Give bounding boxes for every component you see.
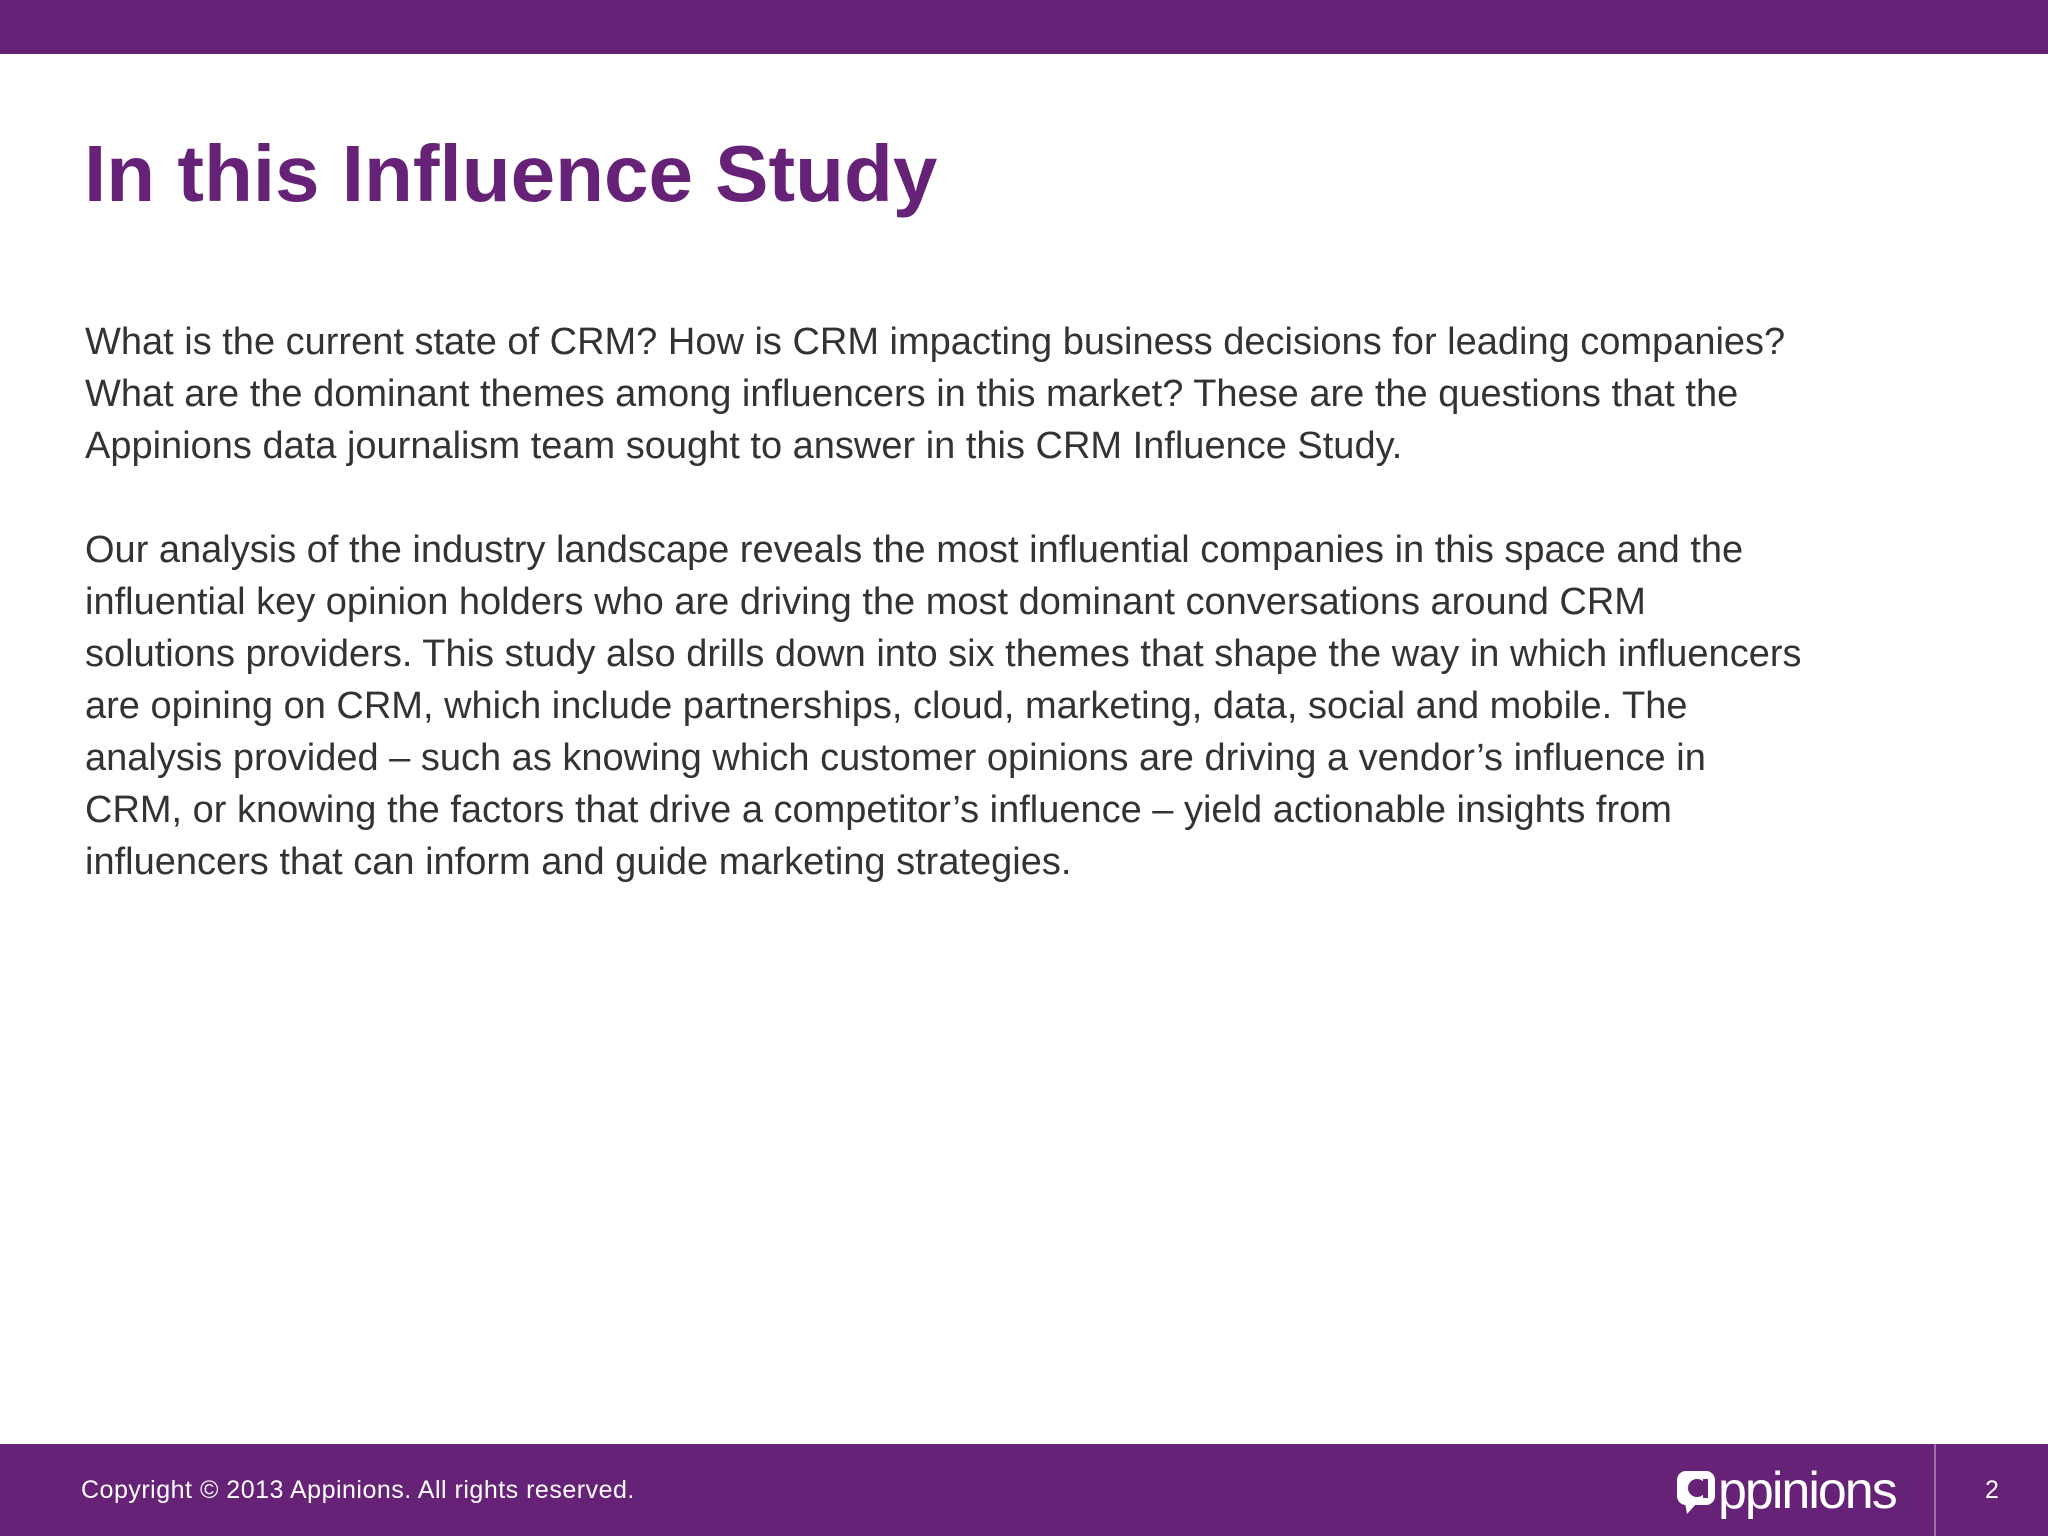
speech-bubble-a-icon [1676,1467,1716,1515]
paragraph-line: are opining on CRM, which include partnerships, cloud, marketing, data, social and mobile. The [85,685,1688,727]
paragraph-line: What is the current state of CRM? How is CRM impacting business decisions for leading companies? [85,321,1786,363]
paragraph-line: influential key opinion holders who are driving the most dominant conversations around CRM [85,581,1646,623]
top-banner [0,0,2048,54]
intro-paragraph [85,316,1985,472]
paragraph-line: Our analysis of the industry landscape reveals the most influential companies in this space and the [85,529,1744,571]
page-title: In this Influence Study [84,129,938,218]
appinions-logo [1676,1462,1896,1520]
logo-wordmark: ppinions [1718,1462,1896,1520]
paragraph-line: solutions providers. This study also drills down into six themes that shape the way in which influencers [85,633,1802,675]
body-content [85,316,1985,888]
paragraph-line: What are the dominant themes among influencers in this market? These are the questions that the [85,373,1739,415]
paragraph-line: CRM, or knowing the factors that drive a competitor’s influence – yield actionable insights from [85,789,1672,831]
paragraph-line: analysis provided – such as knowing which customer opinions are driving a vendor’s influence in [85,737,1706,779]
analysis-paragraph [85,524,1985,888]
copyright-notice: Copyright © 2013 Appinions. All rights reserved. [81,1476,635,1504]
footer-bar [0,1444,2048,1536]
paragraph-line: Appinions data journalism team sought to answer in this CRM Influence Study. [85,425,1403,467]
page-number: 2 [1985,1476,1999,1504]
paragraph-line: influencers that can inform and guide marketing strategies. [85,841,1072,883]
